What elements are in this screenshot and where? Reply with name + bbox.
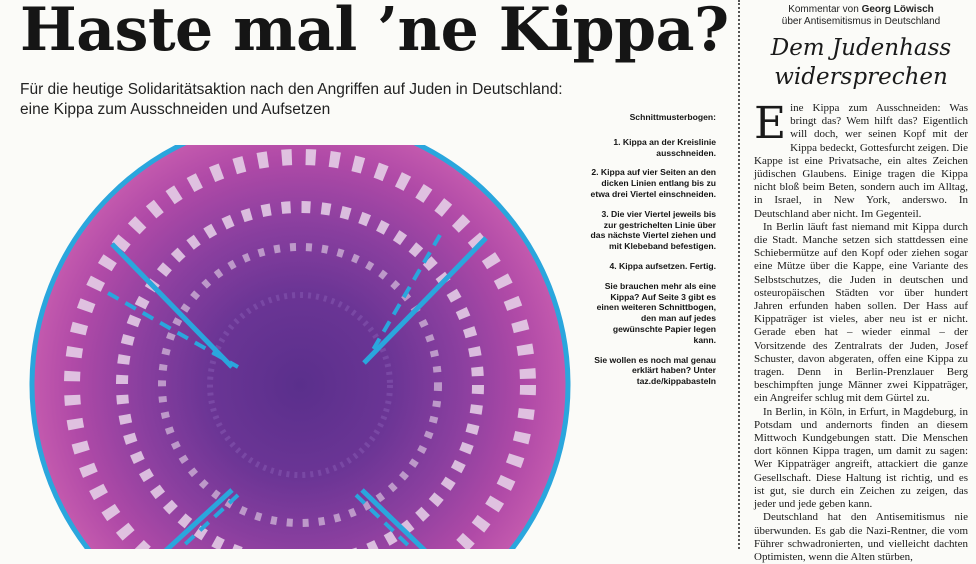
instructions-heading: Schnittmusterbogen: (629, 112, 716, 122)
instruction-step-3: 3. Die vier Viertel jeweils bis zur gestrichelten Linie über das nächste Viertel ziehen und mit Klebeband befestigen. (590, 208, 716, 252)
byline-author: Georg Löwisch (861, 4, 934, 15)
cutting-instructions (590, 112, 716, 396)
commentary-column (754, 4, 968, 564)
instruction-note-link: Sie wollen es noch mal genau erklärt haben? Unter taz.de/kippabasteln (594, 354, 716, 387)
byline-prefix: Kommentar von (788, 4, 862, 15)
commentary-paragraph-1: Eine Kippa zum Ausschneiden: Was bringt das? Wem hilft das? Eigentlich will doch, wer seinen Kopf mit der Kippa bedeckt, Gottesfurcht zeigen. Die Kappe ist eine Privatsache, ein altes Zeichen jüdischen Glaubens. Einige tragen die Kippa nicht bloß beim Beten, sondern auch im Alltag, in Israel, in New York, anderswo. In Deutschland aber nicht. Im Gegenteil. (754, 98, 968, 220)
dropcap: E (754, 98, 787, 149)
commentary-body (754, 98, 968, 564)
byline-topic: über Antisemitismus in Deutschland (781, 16, 941, 27)
instruction-step-1: 1. Kippa an der Kreislinie ausschneiden. (613, 136, 716, 158)
kippa-body (32, 145, 568, 549)
commentary-paragraph-4: Deutschland hat den Antisemitismus nie überwunden. Es gab die Nazi-Rentner, die vom Führer schwadronierten, und vielleicht dachten Optimisten, wenn die Alten stürben, (754, 511, 968, 563)
headline: Haste mal ’ne Kippa? (20, 0, 729, 65)
instruction-step-4: 4. Kippa aufsetzen. Fertig. (609, 260, 716, 271)
commentary-byline (754, 4, 968, 28)
instruction-step-2: 2. Kippa auf vier Seiten an den dicken Linien entlang bis zu etwa drei Viertel einschneiden. (590, 167, 716, 199)
commentary-title: Dem Judenhass widersprechen (770, 35, 952, 90)
commentary-paragraph-2: In Berlin läuft fast niemand mit Kippa durch die Stadt. Manche setzen sich stattdessen eine Schiebermütze auf den Kopf oder ziehen sogar eine Mütze über die Kappe, eine Variante des Selbstschutzes, die Juden in deutschen und osteuropäischen Städten vor über hundert Jahren erfunden haben sollen. Der Hass auf Kippaträger ist vieles, aber neu ist er nicht. Gerade eben hat – wieder einmal – der Vorsitzende des Zentralrats der Juden, Josef Schuster, davon abgeraten, offen eine Kippa zu tragen. Denn in Berlin-Prenzlauer Berg beschimpften junge Männer zwei Kippaträger, ein Angreifer schlug mit dem Gürtel zu. (754, 220, 968, 405)
kippa-cutout-illustration (0, 145, 590, 549)
column-divider (738, 0, 740, 549)
dek-subtitle: Für die heutige Solidaritätsaktion nach den Angriffen auf Juden in Deutschland: eine Kippa zum Ausschneiden und Aufsetzen (20, 81, 563, 118)
commentary-paragraph-3: In Berlin, in Köln, in Erfurt, in Magdeburg, in Potsdam und andernorts finden an diesem Mittwoch Kundgebungen statt. Die Menschen dort können Kippa tragen, um damit zu sagen: Wer Kippaträger angreift, attackiert die ganze Gesellschaft. Diese Haltung ist richtig, und es ist gut, sie durch ein Zeichen zu zeigen, das jeder und jede geben kann. (754, 405, 968, 511)
instruction-note-extra-kippa: Sie brauchen mehr als eine Kippa? Auf Seite 3 gibt es einen weiteren Schnittbogen, den man auf jedes gewünschte Papier legen kann. (596, 280, 716, 345)
